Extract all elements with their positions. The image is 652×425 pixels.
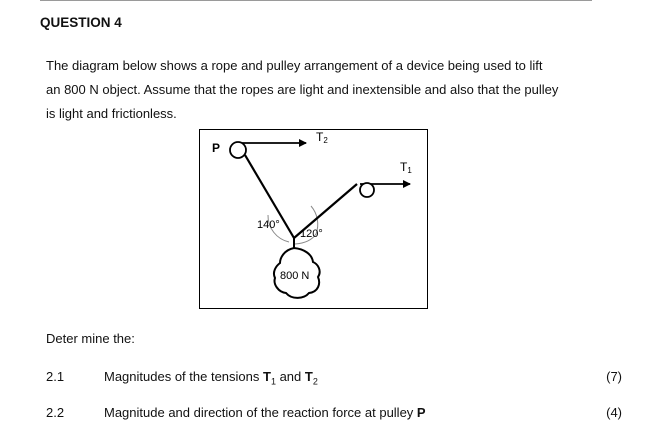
question-marks: (4) <box>606 405 622 420</box>
pulley-p-label: P <box>212 141 221 155</box>
intro-line-3: is light and frictionless. <box>46 106 177 121</box>
pulley-diagram <box>199 129 428 309</box>
top-divider <box>40 0 592 1</box>
task-prompt: Deter mine the: <box>46 331 135 346</box>
question-marks: (7) <box>606 369 622 384</box>
question-number: 2.1 <box>46 369 65 384</box>
object-weight-label: 800 N <box>280 270 310 282</box>
question-number: 2.2 <box>46 405 65 420</box>
question-2-2 <box>46 405 622 423</box>
intro-line-1: The diagram below shows a rope and pulley arrangement of a device being used to lift <box>46 58 543 73</box>
question-heading: QUESTION 4 <box>40 15 122 30</box>
question-text: Magnitude and direction of the reaction force at pulley P <box>104 405 426 420</box>
intro-paragraph <box>46 54 616 126</box>
angle-left-label: 140° <box>257 219 280 231</box>
intro-line-2: an 800 N object. Assume that the ropes are light and inextensible and also that the pulley <box>46 82 559 97</box>
pulley-right <box>360 183 374 197</box>
tension-t1-label: T1 <box>400 160 412 175</box>
question-2-1 <box>46 369 622 387</box>
angle-right-label: 120° <box>300 228 323 240</box>
question-text: Magnitudes of the tensions $T_1$ and $T_2$ <box>104 369 318 387</box>
tension-t2-label: T2 <box>316 130 328 145</box>
pulley-p <box>230 142 246 158</box>
